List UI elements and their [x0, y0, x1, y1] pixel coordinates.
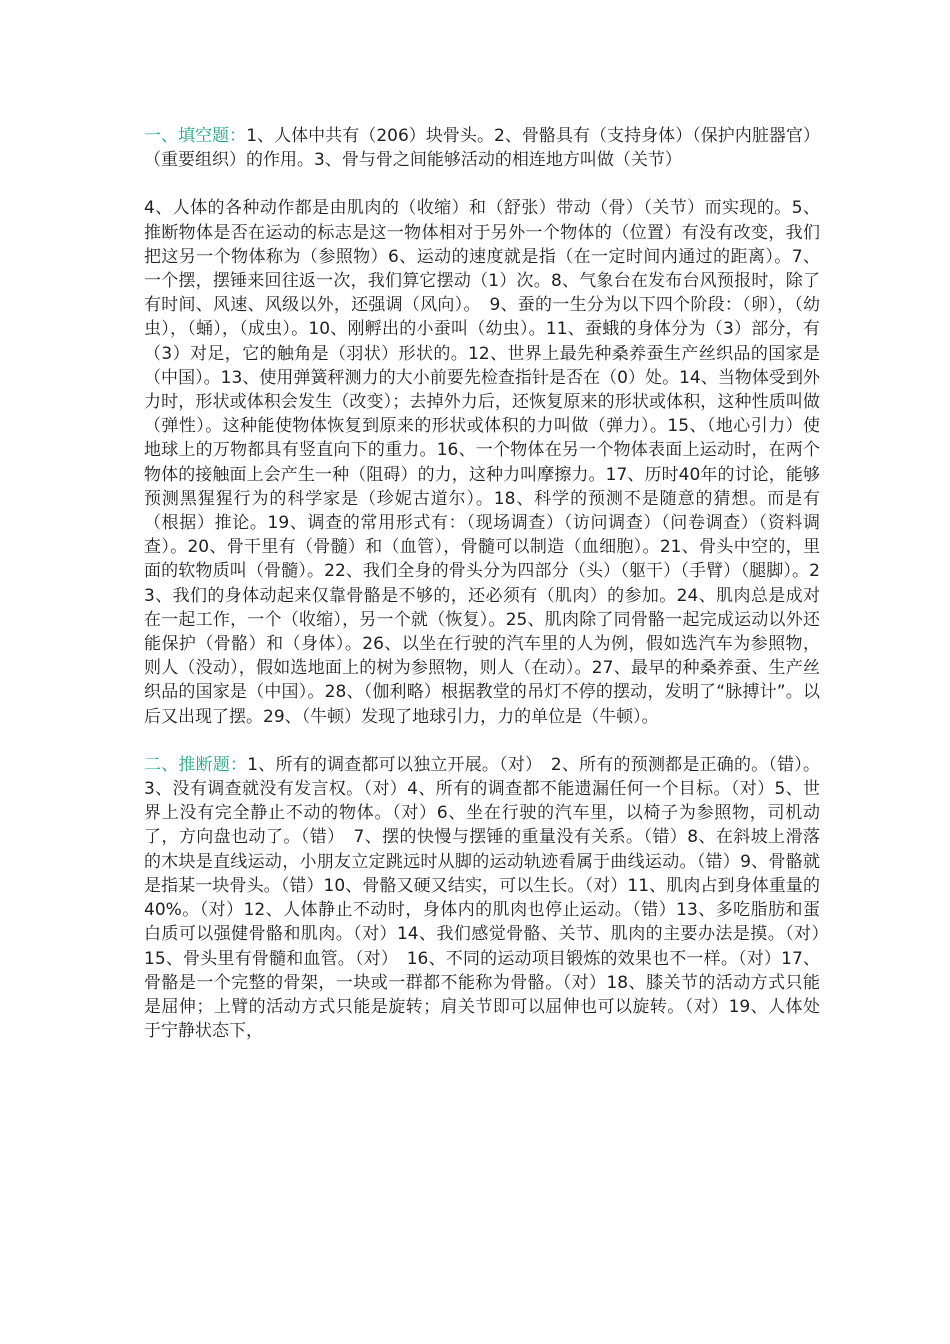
document-page [144, 124, 837, 1043]
section-judgment [144, 753, 837, 1043]
section-heading-fill-in: 一、填空题： [144, 126, 247, 146]
judgment-body-text: 1、所有的调查都可以独立开展。（对） 2、所有的预测都是正确的。（错）。3、没有调查就没有发言权。（对）4、所有的调查都不能遗漏任何一个目标。（对）5、世界上没有完全静止不动的物体。（对）6、坐在行驶的汽车里，以椅子为参照物，司机动了，方向盘也动了。（错） 7、摆的快慢与摆锤的重量没有关系。（错）8、在斜坡上滑落的木块是直线运动，小朋友立定跳远时从脚的运动轨迹看属于曲线运动。（错）9、骨骼就是指某一块骨头。（错）10、骨骼又硬又结实，可以生长。（对）11、肌肉占到身体重量的40%。（对）12、人体静止不动时，身体内的肌肉也停止运动。（错）13、多吃脂肪和蛋白质可以强健骨骼和肌肉。（对）14、我们感觉骨骼、关节、肌肉的主要办法是摸。（对） 15、骨头里有骨髓和血管。（对） 16、不同的运动项目锻炼的效果也不一样。（对）17、骨骼是一个完整的骨架，一块或一群都不能称为骨骼。（对）18、膝关节的活动方式只能是屈伸；上臂的活动方式只能是旋转；肩关节即可以屈伸也可以旋转。（对）19、人体处于宁静状态下， [144, 754, 837, 1042]
paragraph-gap [144, 172, 820, 196]
section-heading-judgment: 二、推断题： [144, 754, 248, 775]
paragraph-gap [144, 729, 820, 753]
fill-in-body-text: 4、人体的各种动作都是由肌肉的（收缩）和（舒张）带动（骨）（关节）而实现的。5、推断物体是否在运动的标志是这一物体相对于另外一个物体的（位置）有没有改变，我们把这另一个物体称为（参照物）6、运动的速度就是指（在一定时间内通过的距离）。7、一个摆，摆锤来回往返一次，我们算它摆动（1）次。8、气象台在发布台风预报时，除了有时间、风速、风级以外，还强调（风向）。 9、蚕的一生分为以下四个阶段：（卵），（幼虫），（蛹），（成虫）。10、刚孵出的小蚕叫（幼虫）。11、蚕蛾的身体分为（3）部分，有（3）对足，它的触角是（羽状）形状的。12、世界上最先种桑养蚕生产丝织品的国家是（中国）。13、使用弹簧秤测力的大小前要先检查指针是否在（0）处。14、当物体受到外力时，形状或体积会发生（改变）；去掉外力后，还恢复原来的形状或体积，这种性质叫做（弹性）。这种能使物体恢复到原来的形状或体积的力叫做（弹力）。15、（地心引力）使地球上的万物都具有竖直向下的重力。16、一个物体在另一个物体表面上运动时，在两个物体的接触面上会产生一种（阻碍）的力，这种力叫摩擦力。17、历时40年的讨论，能够预测黑猩猩行为的科学家是（珍妮古道尔）。18、科学的预测不是随意的猜想。而是有（根据）推论。19、调查的常用形式有：（现场调查）（访问调查）（问卷调查）（资料调查）。20、骨干里有（骨髓）和（血管），骨髓可以制造（血细胞）。21、骨头中空的，里面的软物质叫（骨髓）。22、我们全身的骨头分为四部分（头）（躯干）（手臂）（腿脚）。23、我们的身体动起来仅靠骨骼是不够的，还必须有（肌肉）的参加。24、肌肉总是成对在一起工作，一个（收缩），另一个就（恢复）。25、肌肉除了同骨骼一起完成运动以外还能保护（骨骼）和（身体）。26、以坐在行驶的汽车里的人为例，假如选汽车为参照物，则人（没动），假如选地面上的树为参照物，则人（在动）。27、最早的种桑养蚕、生产丝织品的国家是（中国）。28、（伽利略）根据教堂的吊灯不停的摆动，发明了“脉搏计”。以后又出现了摆。29、（牛顿）发现了地球引力，力的单位是（牛顿）。 [144, 198, 820, 727]
fill-in-intro-text: 1、人体中共有（206）块骨头。2、骨骼具有（支持身体）（保护内脏器官）（重要组织）的作用。3、骨与骨之间能够活动的相连地方叫做（关节） [144, 126, 820, 171]
section-fill-in-intro [144, 124, 820, 172]
